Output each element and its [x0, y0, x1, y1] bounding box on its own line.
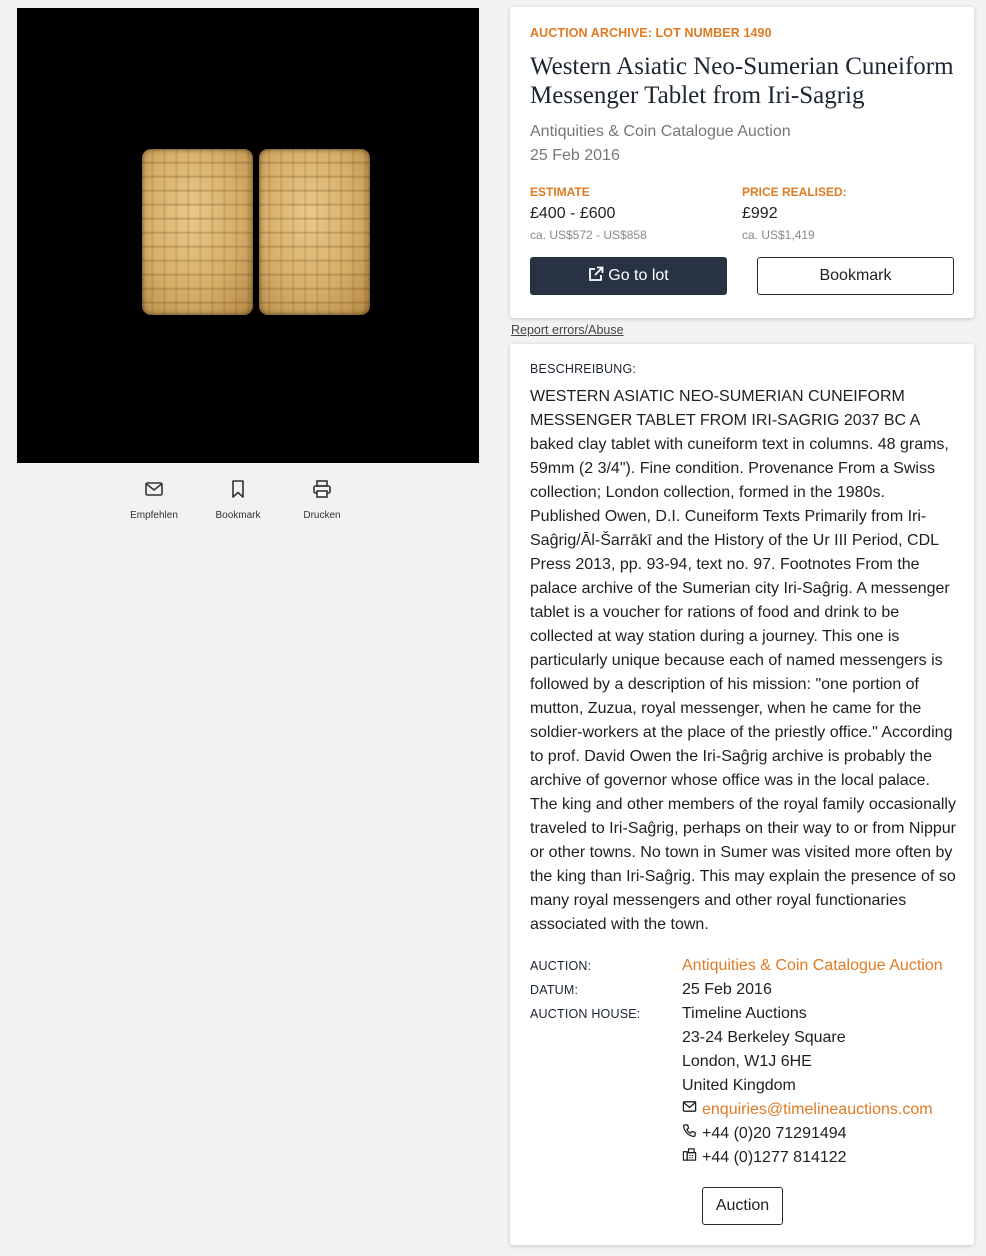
- lot-number-label: AUCTION ARCHIVE: LOT NUMBER 1490: [530, 26, 772, 40]
- phone-number[interactable]: +44 (0)20 71291494: [702, 1125, 847, 1142]
- printer-icon: [312, 479, 332, 504]
- auction-name: Antiquities & Coin Catalogue Auction: [530, 123, 791, 140]
- lot-image[interactable]: [17, 8, 479, 463]
- recommend-label: Empfehlen: [130, 510, 178, 521]
- description-text: WESTERN ASIATIC NEO-SUMERIAN CUNEIFORM MESSENGER TABLET FROM IRI-SAGRIG 2037 BC A baked clay tablet with cuneiform text in columns. 48 grams, 59mm (2 3/4"). Fine condition. Provenance From a Swiss collection; London collection, formed in the 1980s. Published Owen, D.I. Cuneiform Texts Primarily from Iri-Saĝrig/Āl-Šarrākī and the History of the Ur III Period, CDL Press 2013, pp. 93-94, text no. 97. Footnotes From the palace archive of the Sumerian city Iri-Saĝrig. A messenger tablet is a voucher for rations of food and drink to be collected at way station during a journey. This one is particularly unique because each of named messengers is followed by a description of his mission: "one portion of mutton, Zuzua, royal messenger, when he came for the soldier-workers at the place of the priestly office." According to prof. David Owen the Iri-Saĝrig archive is probably the archive of governor whose office was in the local palace. The king and other members of the royal family occasionally traveled to Iri-Saĝrig, perhaps on their way to or from Nippur or other towns. No town in Sumer was visited more often by the king than Iri-Saĝrig. This may explain the presence of so many royal messengers and other royal functionaries associated with the town.: [530, 388, 956, 933]
- address-country: United Kingdom: [682, 1077, 796, 1094]
- date-row: [530, 978, 954, 1002]
- description-card: [510, 344, 974, 1245]
- lot-summary-card: [510, 7, 974, 318]
- report-errors-link[interactable]: Report errors/Abuse: [511, 323, 624, 337]
- go-to-lot-label: Go to lot: [608, 267, 669, 284]
- address-line-2: London, W1J 6HE: [682, 1053, 812, 1070]
- bookmark-share-button[interactable]: [215, 479, 261, 521]
- bookmark-icon: [228, 479, 248, 504]
- phone-line: [682, 1122, 933, 1146]
- auction-label: AUCTION:: [530, 959, 592, 973]
- fax-line: [682, 1146, 933, 1170]
- description-heading: BESCHREIBUNG:: [530, 362, 637, 376]
- auction-house-details: [682, 1002, 933, 1170]
- fax-icon: [682, 1146, 702, 1170]
- auction-house-label: AUCTION HOUSE:: [530, 1007, 641, 1021]
- realised-label: PRICE REALISED:: [742, 185, 847, 199]
- email-link[interactable]: enquiries@timelineauctions.com: [702, 1101, 933, 1118]
- realised-value: £992: [742, 205, 778, 222]
- email-line: [682, 1098, 933, 1122]
- auction-link[interactable]: Antiquities & Coin Catalogue Auction: [682, 957, 943, 974]
- auction-date: 25 Feb 2016: [530, 147, 620, 164]
- estimate-conversion: ca. US$572 - US$858: [530, 228, 647, 242]
- bookmark-share-label: Bookmark: [215, 510, 261, 521]
- tablet-back-image: [259, 149, 370, 315]
- share-toolbar: [0, 479, 479, 521]
- auction-house-row: [530, 1002, 954, 1170]
- envelope-icon: [144, 479, 164, 504]
- auction-info: [530, 954, 954, 1170]
- bookmark-button[interactable]: Bookmark: [757, 257, 954, 295]
- estimate-value: £400 - £600: [530, 205, 616, 222]
- estimate-block: [530, 185, 742, 242]
- print-label: Drucken: [303, 510, 341, 521]
- recommend-button[interactable]: [131, 479, 177, 521]
- lot-title: Western Asiatic Neo-Sumerian Cuneiform Messenger Tablet from Iri-Sagrig: [530, 53, 954, 109]
- envelope-icon: [682, 1098, 702, 1122]
- fax-number: +44 (0)1277 814122: [702, 1149, 847, 1166]
- address-line-1: 23-24 Berkeley Square: [682, 1029, 846, 1046]
- estimate-label: ESTIMATE: [530, 185, 590, 199]
- print-button[interactable]: [299, 479, 345, 521]
- price-info: [530, 185, 954, 242]
- action-buttons: [530, 257, 954, 295]
- realised-block: [742, 185, 954, 242]
- tablet-front-image: [142, 149, 253, 315]
- realised-conversion: ca. US$1,419: [742, 228, 815, 242]
- date-value: 25 Feb 2016: [682, 981, 772, 998]
- auction-row: [530, 954, 954, 978]
- external-link-icon: [588, 266, 608, 287]
- phone-icon: [682, 1122, 702, 1146]
- go-to-lot-button[interactable]: [530, 257, 727, 295]
- auction-house-name: Timeline Auctions: [682, 1005, 807, 1022]
- auction-button[interactable]: Auction: [702, 1187, 783, 1225]
- gallery: [17, 8, 479, 521]
- date-label: DATUM:: [530, 983, 579, 997]
